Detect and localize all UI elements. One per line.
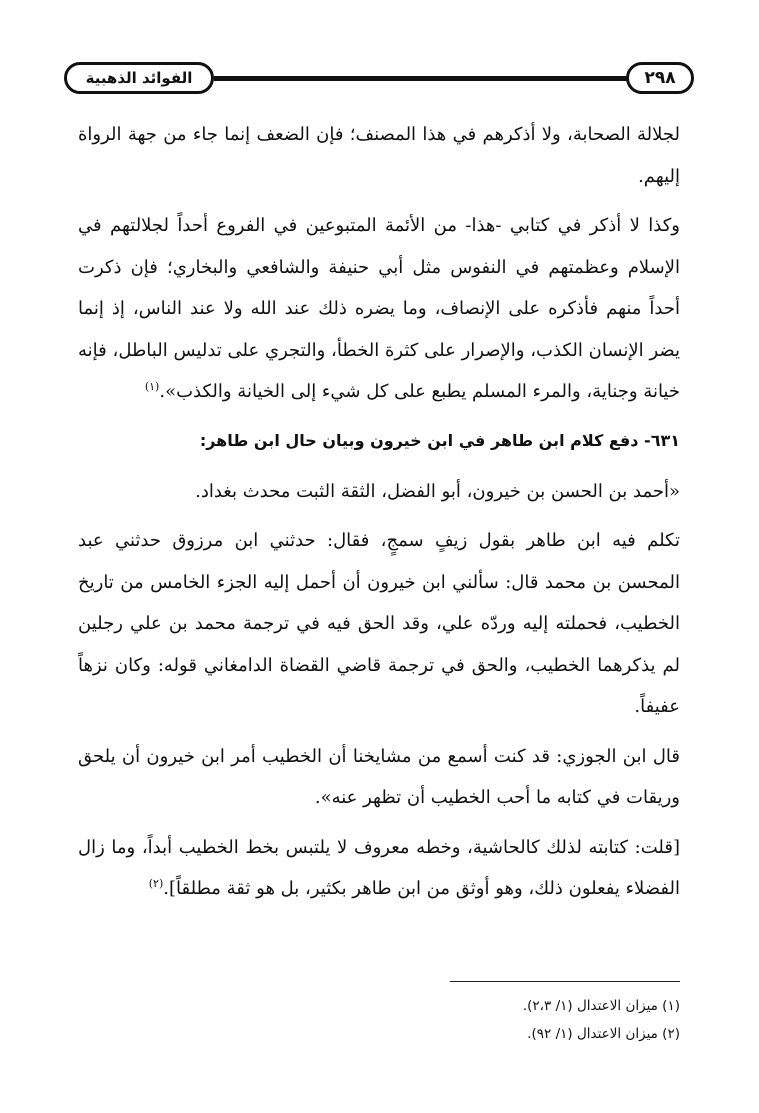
paragraph-4: تكلم فيه ابن طاهر بقول زيفٍ سمجٍ، فقال: حدثني ابن مرزوق حدثني عبد المحسن بن محمد قال: سألني ابن خيرون أن أحمل إليه الجزء الخامس من تاريخ الخطيب، فحملته إليه وردّه علي، وقد الحق فيه في ترجمة محمد بن علي رجلين لم يذكرهما الخطيب، والحق في ترجمة قاضي القضاة الدامغاني قوله: وكان نزهاً عفيفاً. (78, 530, 680, 717)
paragraph-1 (78, 114, 680, 197)
paragraph-5: قال ابن الجوزي: قد كنت أسمع من مشايخنا أن الخطيب أمر ابن خيرون أن يلحق وريقات في كتابه ما أحب الخطيب أن تظهر عنه». (78, 745, 680, 808)
footnote-2: (٢) ميزان الاعتدال (١/ ٩٢). (527, 1026, 680, 1042)
page-body (78, 114, 680, 910)
section-heading: ٦٣١- دفع كلام ابن طاهر في ابن خيرون وبيان حال ابن طاهر: (199, 430, 680, 450)
footnote-separator (450, 981, 680, 982)
running-title: الفوائد الذهبية (64, 62, 214, 94)
page-number: ٢٩٨ (626, 62, 694, 94)
book-page (78, 52, 680, 1092)
footnote-ref-2: (٢) (148, 877, 164, 890)
paragraph-6 (78, 827, 680, 910)
paragraph-2 (78, 205, 680, 413)
paragraph-1-text: لجلالة الصحابة، ولا أذكرهم في هذا المصنف؛ فإن الضعف إنما جاء من جهة الرواة إليهم. (78, 124, 680, 187)
header-rule (214, 76, 628, 81)
paragraph-3: «أحمد بن الحسن بن خيرون، أبو الفضل، الثقة الثبت محدث بغداد. (195, 480, 680, 502)
paragraph-6-text: [قلت: كتابته لذلك كالحاشية، وخطه معروف لا يلتبس بخط الخطيب أبداً، وما زال الفضلاء يفعلون ذلك، وهو أوثق من ابن طاهر بكثير، بل هو ثقة مطلقاً]. (78, 836, 680, 899)
page-header (64, 60, 694, 100)
footnote-1: (١) ميزان الاعتدال (١/ ٢،٣). (522, 998, 680, 1014)
footnotes (78, 992, 680, 1048)
paragraph-2-text: وكذا لا أذكر في كتابي -هذا- من الأئمة المتبوعين في الفروع أحداً لجلالتهم في الإسلام وعظمتهم في النفوس مثل أبي حنيفة والشافعي والبخاري؛ فإن ذكرت أحداً منهم فأذكره على الإنصاف، وما يضره ذلك عند الله ولا عند الناس، إذ إنما يضر الإنسان الكذب، والإصرار على كثرة الخطأ، والتجري على تدليس الباطل، فإنه خيانة وجناية، والمرء المسلم يطبع على كل شيء إلى الخيانة والكذب». (78, 215, 681, 402)
footnote-ref-1: (١) (144, 380, 160, 393)
